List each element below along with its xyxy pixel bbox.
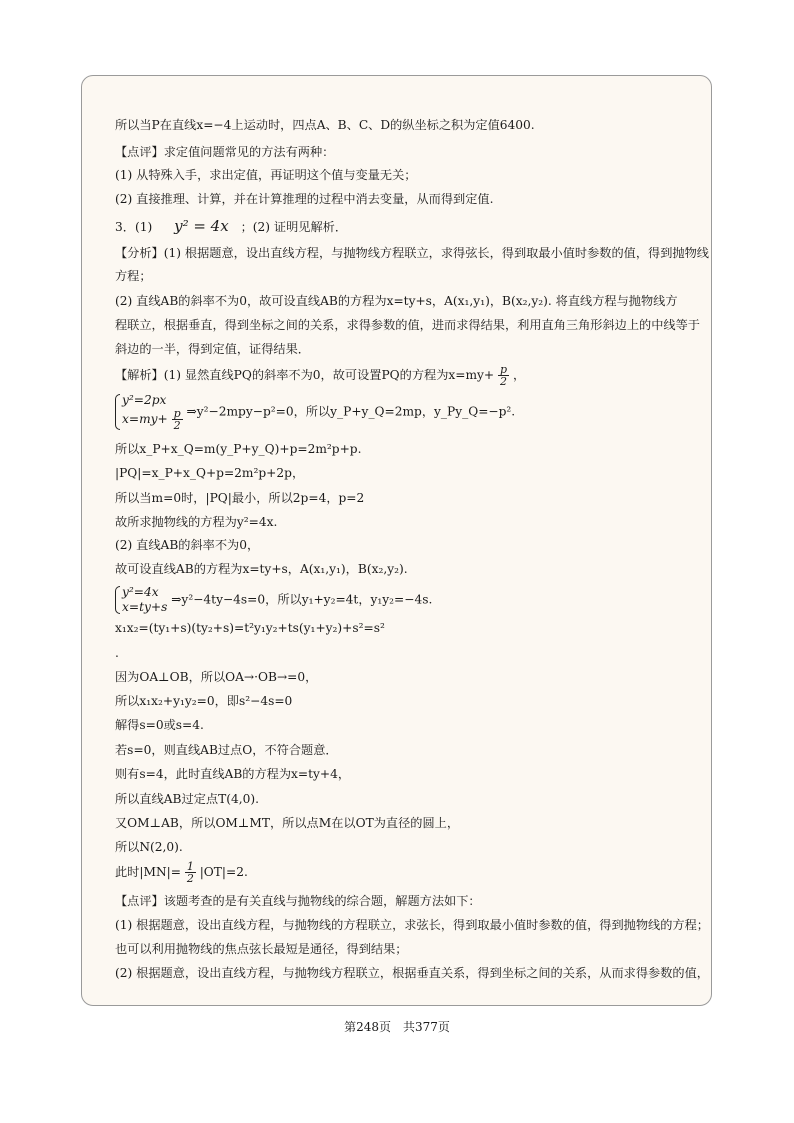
fraction-denominator: 2 xyxy=(500,375,508,388)
fraction-denominator: 2 xyxy=(186,872,194,885)
system-row: x=ty+s xyxy=(122,600,168,614)
equation-system-line xyxy=(115,393,515,431)
text-line: (1) 根据题意，设出直线方程，与抛物线的方程联立，求弦长，得到取最小值时参数的值，得到抛物线的方程； xyxy=(115,918,709,932)
text-line: 解得s=0或s=4. xyxy=(115,718,204,732)
result-line xyxy=(115,861,248,884)
fraction-numerator: 1 xyxy=(186,860,194,873)
analysis-text: ， xyxy=(512,368,526,382)
text-line: . xyxy=(115,646,119,660)
answer-number: 3．(1) xyxy=(115,220,153,234)
text-line: 方程； xyxy=(115,269,152,283)
text-line: 所以当m=0时，|PQ|最小，所以2p=4，p=2 xyxy=(115,491,365,505)
text-line: 所以x_P+x_Q=m(y_P+y_Q)+p=2m²p+p. xyxy=(115,442,362,456)
equation-result: ⇒y²−2mpy−p²=0，所以y_P+y_Q=2mp，y_Py_Q=−p². xyxy=(186,404,516,419)
text-line: 【点评】该题考查的是有关直线与抛物线的综合题，解题方法如下： xyxy=(115,894,481,908)
text-line: 斜边的一半，得到定值，证得结果． xyxy=(115,342,310,356)
text-line: 故可设直线AB的方程为x=ty+s，A(x₁,y₁)，B(x₂,y₂). xyxy=(115,562,408,576)
fraction-p-over-2 xyxy=(172,408,183,431)
text-line: (1) 从特殊入手，求出定值，再证明这个值与变量无关； xyxy=(115,168,417,182)
text-line: (2) 直线AB的斜率不为0， xyxy=(115,538,260,552)
text-line: 所以N(2,0). xyxy=(115,840,183,854)
fraction-numerator: p xyxy=(500,363,508,376)
text-line: 程联立，根据垂直，得到坐标之间的关系，求得参数的值，进而求得结果，利用直角三角形斜边上的中线等于 xyxy=(115,318,700,332)
fraction-numerator: p xyxy=(173,407,181,420)
system-row xyxy=(122,408,183,431)
analysis-line xyxy=(115,364,525,387)
text-line: 【点评】求定值问题常见的方法有两种： xyxy=(115,145,335,159)
text-line: 则有s=4，此时直线AB的方程为x=ty+4， xyxy=(115,767,351,781)
text-line: 【分析】(1) 根据题意，设出直线方程，与抛物线方程联立，求得弦长，得到取最小值时参数的值，得到抛物线 xyxy=(115,246,709,260)
equation-system xyxy=(115,585,167,615)
result-text: |OT|=2. xyxy=(199,865,248,879)
answer-rest: ；(2) 证明见解析． xyxy=(240,220,348,234)
system-row-text: x=my+ xyxy=(122,412,168,426)
text-line: 所以直线AB过定点T(4,0). xyxy=(115,792,259,806)
text-line: (2) 直接推理、计算，并在计算推理的过程中消去变量，从而得到定值. xyxy=(115,192,494,206)
text-line: |PQ|=x_P+x_Q+p=2m²p+2p， xyxy=(115,466,305,480)
result-text: 此时|MN|= xyxy=(115,865,181,879)
text-line: 所以x₁x₂+y₁y₂=0，即s²−4s=0 xyxy=(115,694,293,708)
text-line: 故所求抛物线的方程为y²=4x. xyxy=(115,515,278,529)
text-line: 因为OA⊥OB，所以OA→·OB→=0， xyxy=(115,670,318,684)
equation-result: ⇒y²−4ty−4s=0，所以y₁+y₂=4t，y₁y₂=−4s. xyxy=(171,592,433,607)
text-line: 又OM⊥AB，所以OM⊥MT，所以点M在以OT为直径的圆上， xyxy=(115,816,460,830)
text-line: 所以当P在直线x=−4上运动时，四点A、B、C、D的纵坐标之积为定值6400. xyxy=(115,118,535,132)
analysis-text: 【解析】(1) 显然直线PQ的斜率不为0，故可设置PQ的方程为x=my+ xyxy=(115,368,495,382)
text-line: 也可以利用抛物线的焦点弦长最短是通径，得到结果； xyxy=(115,942,408,956)
text-line: 若s=0，则直线AB过点O，不符合题意． xyxy=(115,743,338,757)
equation-system-line xyxy=(115,585,432,615)
answer-formula: y² = 4x xyxy=(174,217,229,235)
text-line: (2) 直线AB的斜率不为0，故可设直线AB的方程为x=ty+s，A(x₁,y₁)，B(x₂,y₂). 将直线方程与抛物线方 xyxy=(115,294,678,308)
system-row: y²=2px xyxy=(122,393,167,407)
equation-system xyxy=(115,393,183,431)
fraction-p-over-2 xyxy=(498,364,509,387)
page-footer: 第248页 共377页 xyxy=(344,1020,450,1034)
answer-line xyxy=(115,218,347,235)
fraction-one-half xyxy=(185,861,196,884)
text-line: (2) 根据题意，设出直线方程，与抛物线方程联立，根据垂直关系，得到坐标之间的关系，从而求得参数的值， xyxy=(115,966,709,980)
system-row: y²=4x xyxy=(122,585,159,599)
fraction-denominator: 2 xyxy=(173,419,181,432)
text-line: x₁x₂=(ty₁+s)(ty₂+s)=t²y₁y₂+ts(y₁+y₂)+s²=s² xyxy=(115,621,385,635)
